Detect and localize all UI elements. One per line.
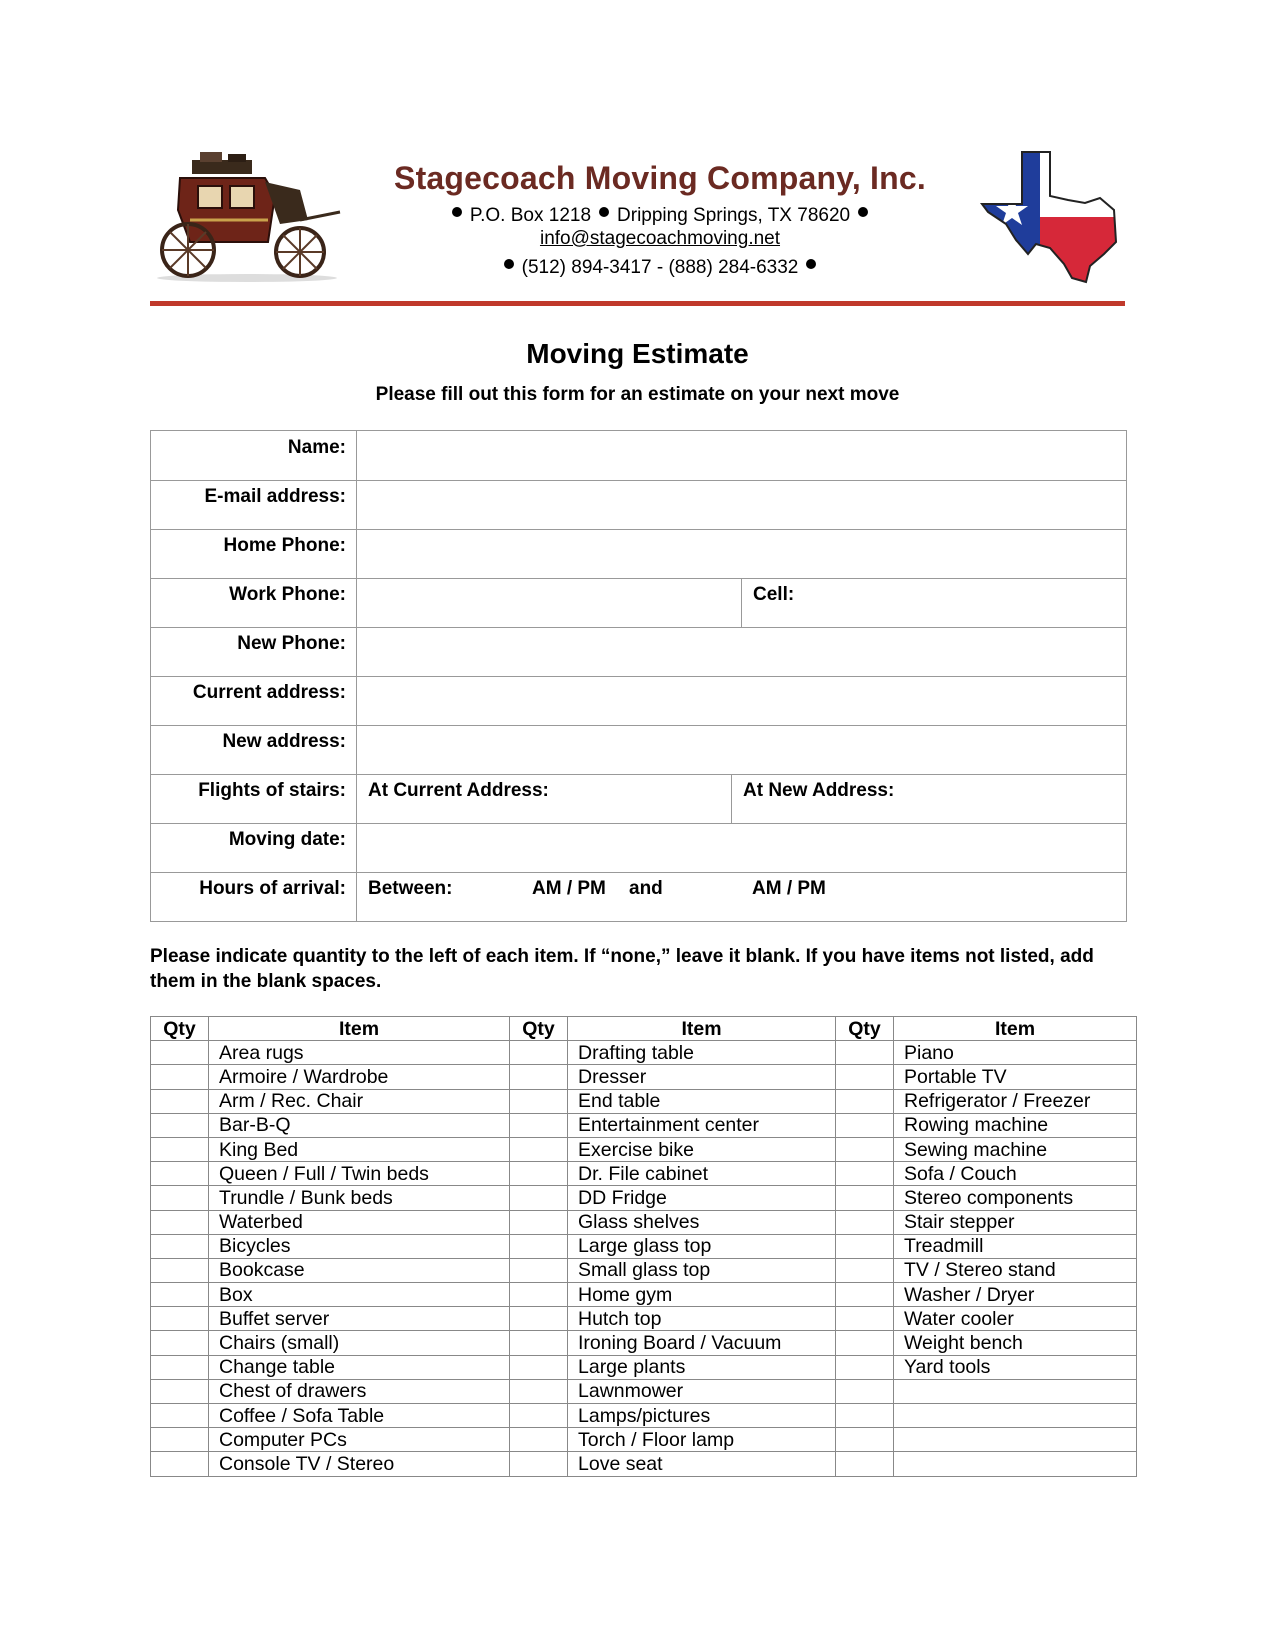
qty-cell[interactable] <box>836 1283 894 1307</box>
qty-cell[interactable] <box>836 1379 894 1403</box>
bullet-icon <box>858 207 868 217</box>
qty-cell[interactable] <box>510 1283 568 1307</box>
qty-cell[interactable] <box>836 1137 894 1161</box>
item-cell: Yard tools <box>894 1355 1137 1379</box>
qty-cell[interactable] <box>510 1379 568 1403</box>
item-cell: Weight bench <box>894 1331 1137 1355</box>
qty-cell[interactable] <box>510 1041 568 1065</box>
inventory-header-row <box>151 1017 1137 1041</box>
item-cell: King Bed <box>209 1137 510 1161</box>
qty-header: Qty <box>151 1017 209 1041</box>
qty-cell[interactable] <box>151 1210 209 1234</box>
current-address-label: Current address: <box>192 682 346 703</box>
new-phone-field[interactable] <box>356 627 1126 676</box>
and-label: and <box>629 878 663 899</box>
qty-cell[interactable] <box>836 1041 894 1065</box>
new-address-field[interactable] <box>356 725 1126 774</box>
arrival-field[interactable] <box>356 872 1126 921</box>
table-row <box>151 1041 1137 1065</box>
item-cell: Bicycles <box>209 1234 510 1258</box>
table-row <box>151 1428 1137 1452</box>
qty-cell[interactable] <box>151 1186 209 1210</box>
item-header: Item <box>894 1017 1137 1041</box>
qty-cell[interactable] <box>151 1428 209 1452</box>
new-phone-label: New Phone: <box>237 633 346 654</box>
qty-cell[interactable] <box>151 1331 209 1355</box>
item-cell: Large plants <box>568 1355 836 1379</box>
company-name: Stagecoach Moving Company, Inc. <box>394 160 926 196</box>
home-phone-field[interactable] <box>356 529 1126 578</box>
qty-cell[interactable] <box>836 1452 894 1476</box>
table-row <box>151 1210 1137 1234</box>
item-cell: Lawnmower <box>568 1379 836 1403</box>
form-row-work-phone <box>151 578 1126 628</box>
qty-cell[interactable] <box>510 1234 568 1258</box>
stagecoach-icon <box>150 150 345 285</box>
item-cell: Small glass top <box>568 1258 836 1282</box>
table-row <box>151 1355 1137 1379</box>
page-title: Moving Estimate <box>526 338 749 369</box>
po-box: P.O. Box 1218 <box>469 205 592 226</box>
qty-cell[interactable] <box>151 1137 209 1161</box>
item-cell: Chairs (small) <box>209 1331 510 1355</box>
qty-cell[interactable] <box>836 1331 894 1355</box>
item-cell: Home gym <box>568 1283 836 1307</box>
email-line <box>345 228 975 250</box>
city-state-zip: Dripping Springs, TX 78620 <box>617 205 851 226</box>
item-cell: Lamps/pictures <box>568 1404 836 1428</box>
qty-cell[interactable] <box>510 1089 568 1113</box>
qty-cell[interactable] <box>510 1258 568 1282</box>
name-label: Name: <box>287 437 346 458</box>
table-row <box>151 1258 1137 1282</box>
item-cell: Ironing Board / Vacuum <box>568 1331 836 1355</box>
qty-cell[interactable] <box>151 1258 209 1282</box>
ampm-label-2: AM / PM <box>752 878 826 899</box>
qty-cell[interactable] <box>510 1186 568 1210</box>
form-row-current-address <box>151 676 1126 726</box>
bullet-icon <box>504 259 514 269</box>
item-cell: Glass shelves <box>568 1210 836 1234</box>
qty-cell[interactable] <box>836 1234 894 1258</box>
qty-cell[interactable] <box>151 1355 209 1379</box>
bullet-icon <box>806 259 816 269</box>
table-row <box>151 1065 1137 1089</box>
stairs-current-field[interactable] <box>356 774 731 823</box>
inventory-body <box>151 1041 1137 1476</box>
qty-cell[interactable] <box>510 1137 568 1161</box>
qty-cell[interactable] <box>151 1452 209 1476</box>
contact-form <box>150 430 1127 922</box>
qty-cell[interactable] <box>510 1210 568 1234</box>
item-cell: Coffee / Sofa Table <box>209 1404 510 1428</box>
qty-cell[interactable] <box>151 1283 209 1307</box>
item-cell: Torch / Floor lamp <box>568 1428 836 1452</box>
item-cell: Queen / Full / Twin beds <box>209 1162 510 1186</box>
item-cell: Piano <box>894 1041 1137 1065</box>
form-row-arrival <box>151 872 1126 921</box>
qty-cell[interactable] <box>836 1404 894 1428</box>
item-cell <box>894 1428 1137 1452</box>
item-cell: Love seat <box>568 1452 836 1476</box>
qty-cell[interactable] <box>836 1258 894 1282</box>
qty-cell[interactable] <box>836 1089 894 1113</box>
table-row <box>151 1089 1137 1113</box>
table-row <box>151 1331 1137 1355</box>
qty-cell[interactable] <box>836 1355 894 1379</box>
qty-cell[interactable] <box>151 1065 209 1089</box>
qty-cell[interactable] <box>510 1307 568 1331</box>
table-row <box>151 1234 1137 1258</box>
item-cell: Bar-B-Q <box>209 1113 510 1137</box>
item-cell: End table <box>568 1089 836 1113</box>
qty-cell[interactable] <box>151 1041 209 1065</box>
form-row-new-address <box>151 725 1126 775</box>
texas-flag-map-icon <box>980 150 1120 285</box>
qty-cell[interactable] <box>151 1307 209 1331</box>
form-row-email <box>151 480 1126 530</box>
ampm-label-1: AM / PM <box>532 878 606 899</box>
phone-line <box>345 257 975 279</box>
qty-cell[interactable] <box>510 1162 568 1186</box>
item-cell: Waterbed <box>209 1210 510 1234</box>
qty-cell[interactable] <box>836 1210 894 1234</box>
cell-field[interactable] <box>741 578 1126 627</box>
email-field[interactable] <box>356 480 1126 529</box>
qty-cell[interactable] <box>510 1331 568 1355</box>
item-cell: TV / Stereo stand <box>894 1258 1137 1282</box>
qty-cell[interactable] <box>510 1113 568 1137</box>
qty-cell[interactable] <box>836 1307 894 1331</box>
moving-date-label: Moving date: <box>228 829 346 850</box>
inventory-table <box>150 1016 1137 1477</box>
item-cell: Drafting table <box>568 1041 836 1065</box>
at-current-address-label: At Current Address: <box>368 780 549 801</box>
qty-cell[interactable] <box>510 1065 568 1089</box>
item-cell: Large glass top <box>568 1234 836 1258</box>
item-cell: Stereo components <box>894 1186 1137 1210</box>
item-cell: Rowing machine <box>894 1113 1137 1137</box>
item-cell: Dresser <box>568 1065 836 1089</box>
qty-cell[interactable] <box>151 1234 209 1258</box>
item-cell: Buffet server <box>209 1307 510 1331</box>
form-row-name <box>151 431 1126 481</box>
qty-cell[interactable] <box>510 1452 568 1476</box>
item-cell: Box <box>209 1283 510 1307</box>
table-row <box>151 1404 1137 1428</box>
moving-date-field[interactable] <box>356 823 1126 872</box>
email-link[interactable]: info@stagecoachmoving.net <box>539 228 781 249</box>
item-cell: Chest of drawers <box>209 1379 510 1403</box>
work-phone-field[interactable] <box>356 578 741 627</box>
table-row <box>151 1379 1137 1403</box>
qty-cell[interactable] <box>510 1355 568 1379</box>
table-row <box>151 1162 1137 1186</box>
qty-cell[interactable] <box>836 1162 894 1186</box>
form-row-new-phone <box>151 627 1126 677</box>
table-row <box>151 1307 1137 1331</box>
table-row <box>151 1137 1137 1161</box>
item-cell: Refrigerator / Freezer <box>894 1089 1137 1113</box>
qty-cell[interactable] <box>836 1065 894 1089</box>
qty-cell[interactable] <box>836 1113 894 1137</box>
instructions-text: Please indicate quantity to the left of each item. If “none,” leave it blank. If you have items not listed, add them in the blank spaces. <box>150 946 1094 992</box>
qty-cell[interactable] <box>510 1428 568 1452</box>
bullet-icon <box>599 207 609 217</box>
name-field[interactable] <box>356 431 1126 480</box>
qty-cell[interactable] <box>151 1162 209 1186</box>
between-label: Between: <box>368 878 453 899</box>
item-header: Item <box>209 1017 510 1041</box>
table-row <box>151 1113 1137 1137</box>
qty-cell[interactable] <box>836 1186 894 1210</box>
item-cell: Armoire / Wardrobe <box>209 1065 510 1089</box>
item-cell: Area rugs <box>209 1041 510 1065</box>
new-address-label: New address: <box>222 731 346 752</box>
stairs-label: Flights of stairs: <box>198 780 346 801</box>
item-cell: Console TV / Stereo <box>209 1452 510 1476</box>
item-cell: Exercise bike <box>568 1137 836 1161</box>
page-subtitle: Please fill out this form for an estimate on your next move <box>375 384 900 405</box>
home-phone-label: Home Phone: <box>223 535 346 556</box>
item-cell: DD Fridge <box>568 1186 836 1210</box>
at-new-address-label: At New Address: <box>743 780 895 801</box>
item-cell: Sofa / Couch <box>894 1162 1137 1186</box>
qty-cell[interactable] <box>151 1089 209 1113</box>
arrival-label: Hours of arrival: <box>199 878 346 899</box>
qty-cell[interactable] <box>151 1404 209 1428</box>
header-divider <box>150 301 1125 306</box>
qty-cell[interactable] <box>836 1428 894 1452</box>
address-line <box>345 205 975 227</box>
cell-label: Cell: <box>753 584 795 605</box>
table-row <box>151 1186 1137 1210</box>
qty-cell[interactable] <box>151 1113 209 1137</box>
item-cell <box>894 1379 1137 1403</box>
phone-numbers: (512) 894-3417 - (888) 284-6332 <box>521 257 799 278</box>
work-phone-label: Work Phone: <box>229 584 346 605</box>
item-cell: Hutch top <box>568 1307 836 1331</box>
item-cell: Bookcase <box>209 1258 510 1282</box>
item-cell <box>894 1452 1137 1476</box>
qty-cell[interactable] <box>510 1404 568 1428</box>
current-address-field[interactable] <box>356 676 1126 725</box>
item-cell <box>894 1404 1137 1428</box>
item-cell: Stair stepper <box>894 1210 1137 1234</box>
item-cell: Washer / Dryer <box>894 1283 1137 1307</box>
item-cell: Trundle / Bunk beds <box>209 1186 510 1210</box>
item-header: Item <box>568 1017 836 1041</box>
item-cell: Computer PCs <box>209 1428 510 1452</box>
stairs-new-field[interactable] <box>731 774 1126 823</box>
email-label: E-mail address: <box>204 486 346 507</box>
qty-header: Qty <box>510 1017 568 1041</box>
item-cell: Arm / Rec. Chair <box>209 1089 510 1113</box>
item-cell: Entertainment center <box>568 1113 836 1137</box>
item-cell: Dr. File cabinet <box>568 1162 836 1186</box>
form-row-moving-date <box>151 823 1126 873</box>
bullet-icon <box>452 207 462 217</box>
item-cell: Change table <box>209 1355 510 1379</box>
qty-cell[interactable] <box>151 1379 209 1403</box>
form-row-stairs <box>151 774 1126 824</box>
table-row <box>151 1452 1137 1476</box>
qty-header: Qty <box>836 1017 894 1041</box>
item-cell: Treadmill <box>894 1234 1137 1258</box>
item-cell: Water cooler <box>894 1307 1137 1331</box>
table-row <box>151 1283 1137 1307</box>
form-row-home-phone <box>151 529 1126 579</box>
item-cell: Sewing machine <box>894 1137 1137 1161</box>
item-cell: Portable TV <box>894 1065 1137 1089</box>
